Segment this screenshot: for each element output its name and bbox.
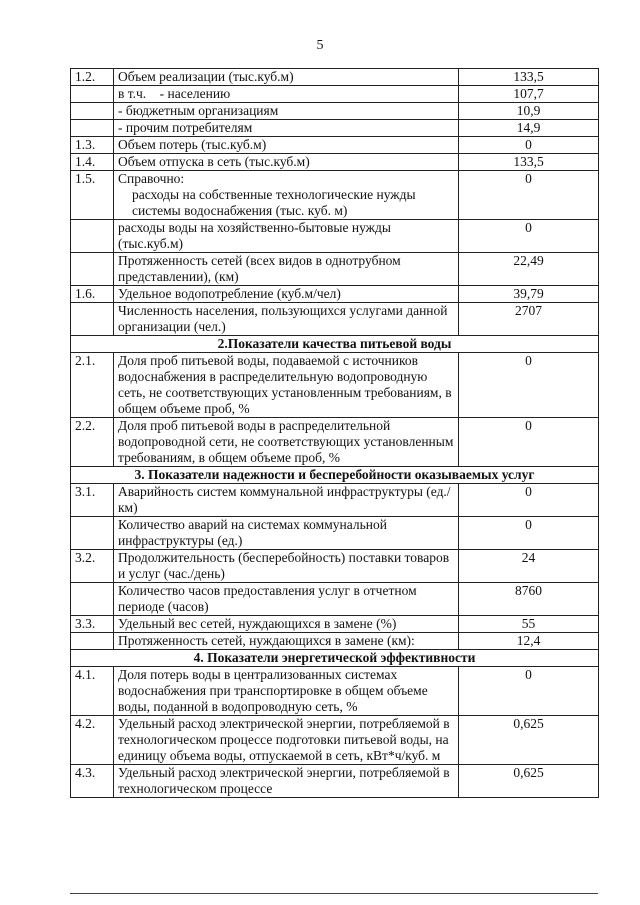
table-row — [71, 86, 599, 103]
row-value: 0 — [459, 137, 599, 154]
table-row — [71, 286, 599, 303]
row-value: 14,9 — [459, 120, 599, 137]
table-row — [71, 220, 599, 253]
row-value: 133,5 — [459, 69, 599, 86]
section-title: 2.Показатели качества питьевой воды — [71, 336, 599, 353]
reference-text: расходы на собственные технологические нужды системы водоснабжения (тыс. куб. м) — [132, 187, 416, 218]
row-description: в т.ч. - населению — [114, 86, 459, 103]
row-value: 12,4 — [459, 633, 599, 650]
section-title: 3. Показатели надежности и бесперебойности оказываемых услуг — [71, 467, 599, 484]
row-description: Протяженность сетей, нуждающихся в замене (км): — [114, 633, 459, 650]
row-number: 3.3. — [71, 616, 114, 633]
section-row — [71, 336, 599, 353]
row-number: 1.6. — [71, 286, 114, 303]
row-description: Объем потерь (тыс.куб.м) — [114, 137, 459, 154]
table-row — [71, 303, 599, 336]
row-value: 107,7 — [459, 86, 599, 103]
row-value: 0 — [459, 517, 599, 550]
row-value: 0,625 — [459, 765, 599, 798]
table-row — [71, 583, 599, 616]
row-description: Доля проб питьевой воды в распределительной водопроводной сети, не соответствующих установленным требованиям, в общем объеме проб, % — [114, 418, 459, 467]
table-row — [71, 120, 599, 137]
row-value: 2707 — [459, 303, 599, 336]
section-title: 4. Показатели энергетической эффективности — [71, 650, 599, 667]
row-description: расходы воды на хозяйственно-бытовые нужды (тыс.куб.м) — [114, 220, 459, 253]
row-number: 1.3. — [71, 137, 114, 154]
table-row — [71, 418, 599, 467]
table-row — [71, 154, 599, 171]
table-row — [71, 484, 599, 517]
row-value: 10,9 — [459, 103, 599, 120]
row-description: - прочим потребителям — [114, 120, 459, 137]
row-value: 22,49 — [459, 253, 599, 286]
table-row — [71, 517, 599, 550]
table-row — [71, 633, 599, 650]
row-description: Количество аварий на системах коммунальной инфраструктуры (ед.) — [114, 517, 459, 550]
row-number: 4.2. — [71, 716, 114, 765]
table-row — [71, 103, 599, 120]
page-bottom-rule — [70, 893, 598, 894]
table-row — [71, 765, 599, 798]
row-description: Количество часов предоставления услуг в отчетном периоде (часов) — [114, 583, 459, 616]
row-number: 3.1. — [71, 484, 114, 517]
row-description: Объем отпуска в сеть (тыс.куб.м) — [114, 154, 459, 171]
row-value: 39,79 — [459, 286, 599, 303]
row-description — [114, 171, 459, 220]
row-description: Доля проб питьевой воды, подаваемой с источников водоснабжения в распределительную водопроводную сеть, не соответствующих установленным требованиям, в общем объеме проб, % — [114, 353, 459, 418]
row-description: Продолжительность (бесперебойность) поставки товаров и услуг (час./день) — [114, 550, 459, 583]
row-number: 1.5. — [71, 171, 114, 220]
row-number: 1.2. — [71, 69, 114, 86]
table-row — [71, 353, 599, 418]
row-description: Численность населения, пользующихся услугами данной организации (чел.) — [114, 303, 459, 336]
row-description: Удельный расход электрической энергии, потребляемой в технологическом процессе — [114, 765, 459, 798]
row-value: 0 — [459, 220, 599, 253]
table-row — [71, 137, 599, 154]
section-row — [71, 650, 599, 667]
row-value: 55 — [459, 616, 599, 633]
row-description: Аварийность систем коммунальной инфраструктуры (ед./км) — [114, 484, 459, 517]
row-value: 0 — [459, 667, 599, 716]
row-number: 4.3. — [71, 765, 114, 798]
row-description: Удельный вес сетей, нуждающихся в замене (%) — [114, 616, 459, 633]
table-row — [71, 716, 599, 765]
row-description: Протяженность сетей (всех видов в однотрубном представлении), (км) — [114, 253, 459, 286]
table-row — [71, 667, 599, 716]
row-description: - бюджетным организациям — [114, 103, 459, 120]
row-number: 1.4. — [71, 154, 114, 171]
row-value: 0 — [459, 418, 599, 467]
row-value: 133,5 — [459, 154, 599, 171]
row-value: 0,625 — [459, 716, 599, 765]
row-value: 8760 — [459, 583, 599, 616]
row-value: 24 — [459, 550, 599, 583]
table-row — [71, 171, 599, 220]
row-number: 3.2. — [71, 550, 114, 583]
section-row — [71, 467, 599, 484]
row-number: 2.2. — [71, 418, 114, 467]
row-number: 4.1. — [71, 667, 114, 716]
row-value: 0 — [459, 171, 599, 220]
table-row — [71, 550, 599, 583]
row-value: 0 — [459, 353, 599, 418]
row-description: Удельное водопотребление (куб.м/чел) — [114, 286, 459, 303]
table-row — [71, 69, 599, 86]
row-number: 2.1. — [71, 353, 114, 418]
table-row — [71, 253, 599, 286]
row-description: Доля потерь воды в централизованных системах водоснабжения при транспортировке в общем объеме воды, поданной в водопроводную сеть, % — [114, 667, 459, 716]
row-description: Объем реализации (тыс.куб.м) — [114, 69, 459, 86]
table-row — [71, 616, 599, 633]
indicators-table — [70, 68, 599, 798]
row-description: Удельный расход электрической энергии, потребляемой в технологическом процессе подготовки питьевой воды, на единицу объема воды, отпускаемой в сеть, кВт*ч/куб. м — [114, 716, 459, 765]
reference-title: Справочно: — [118, 171, 185, 186]
row-value: 0 — [459, 484, 599, 517]
page-number: 5 — [316, 38, 324, 53]
